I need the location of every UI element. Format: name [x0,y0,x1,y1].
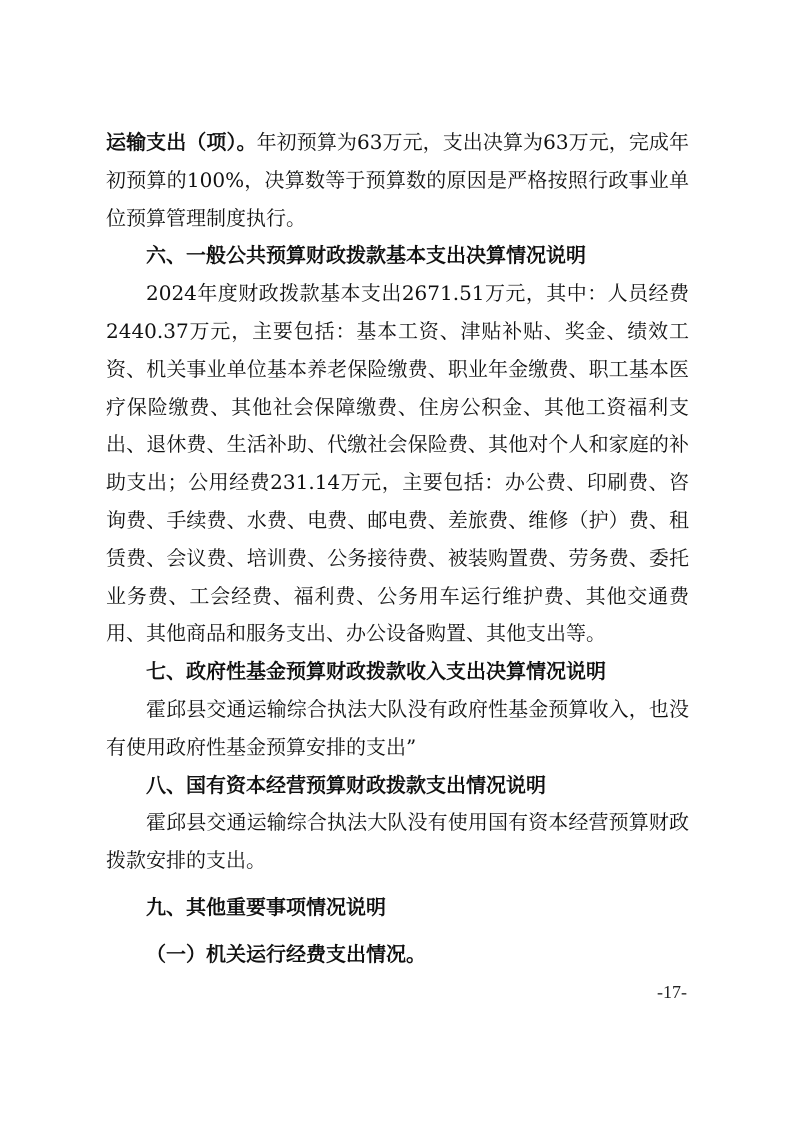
spacer [106,927,689,936]
paragraph-lead: 运输支出（项）。 [106,130,257,154]
paragraph-transport-expense [106,124,689,237]
section-heading-7: 七、政府性基金预算财政拨款收入支出决算情况说明 [146,659,606,684]
spacer [106,880,689,889]
section-body-8: 霍邱县交通运输综合执法大队没有使用国有资本经营预算财政拨款安排的支出。 [106,810,689,873]
section-body-6: 2024年度财政拨款基本支出2671.51万元，其中：人员经费2440.37万元，主要包括：基本工资、津贴补贴、奖金、绩效工资、机关事业单位基本养老保险缴费、职业年金缴费、职工基本医疗保险缴费、其他社会保障缴费、住房公积金、其他工资福利支出、退休费、生活补助、代缴社会保险费、其他对个人和家庭的补助支出；公用经费231.14万元，主要包括：办公费、印刷费、咨询费、手续费、水费、电费、邮电费、差旅费、维修（护）费、租赁费、会议费、培训费、公务接待费、被装购置费、劳务费、委托业务费、工会经费、福利费、公务用车运行维护费、其他交通费用、其他商品和服务支出、办公设备购置、其他支出等。 [106,281,689,646]
section-heading-9: 九、其他重要事项情况说明 [146,894,386,919]
section-body-7: 霍邱县交通运输综合执法大队没有政府性基金预算收入，也没有使用政府性基金预算安排的支出” [106,696,689,759]
subsection-heading-1: （一）机关运行经费支出情况。 [146,941,426,966]
section-heading-6: 六、一般公共预算财政拨款基本支出决算情况说明 [146,243,586,268]
page-number: -17- [657,982,687,1002]
document-body [106,124,689,974]
paragraph-text: 年初预算为63万元，支出决算为63万元，完成年初预算的100%，决算数等于预算数的原因是严格按照行政事业单位预算管理制度执行。 [106,130,690,230]
section-heading-8: 八、国有资本经营预算财政拨款支出情况说明 [146,772,546,797]
